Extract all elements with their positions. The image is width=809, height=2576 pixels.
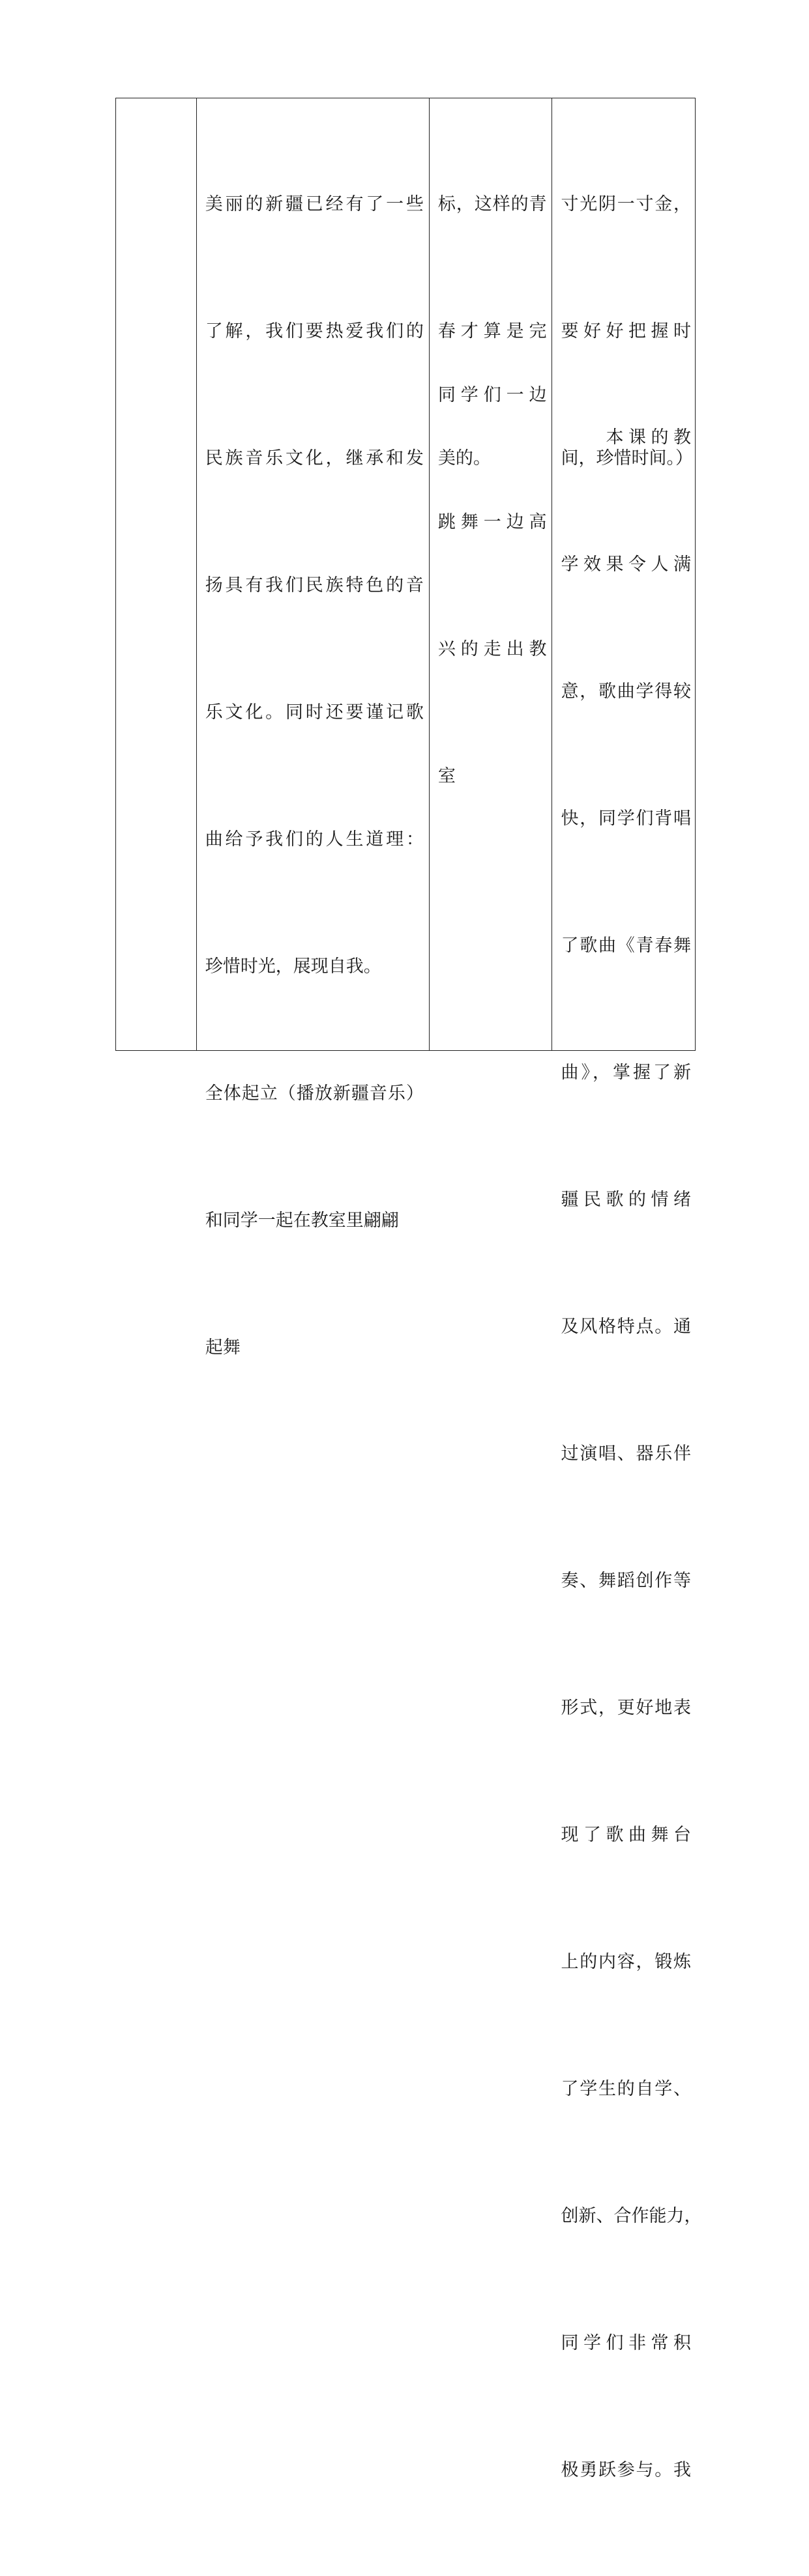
text-line: 及风格特点。通 [561,1317,691,1337]
text-line: 学效果令人满 [561,554,691,575]
text-line: 要好好把握时 [561,321,691,341]
text-line: 跳舞一边高 [437,512,547,532]
text-line: 了学生的自学、 [561,2079,691,2099]
text-line: 了歌曲《青春舞 [561,936,691,956]
text-line: 本课的教 [561,427,691,448]
text-line: 疆民歌的情绪 [561,1190,691,1210]
text-line: 室 [437,766,456,786]
text-line: 珍惜时光，展现自我。 [205,956,381,977]
text-line: 过演唱、器乐伴 [561,1444,691,1464]
text-line: 民族音乐文化，继承和发 [205,448,424,468]
table-column-reflection [552,98,702,2480]
text-line: 快，同学们背唱 [561,809,691,829]
text-line: 起舞 [205,1338,241,1358]
text-line: 意，歌曲学得较 [561,681,691,702]
text-line: 间，珍惜时间。） [561,448,693,468]
text-line: 形式，更好地表 [561,1698,691,1718]
text-line: 曲》，掌握了新 [561,1063,691,1083]
text-line: 同学们非常积 [561,2333,691,2353]
reflection-text-bottom [561,332,702,2576]
text-line: 上的内容，锻炼 [561,1952,691,1972]
student-activity-text-bottom [438,289,547,882]
text-line: 扬具有我们民族特色的音 [205,575,424,595]
text-line: 乐文化。同时还要谨记歌 [205,702,424,723]
text-line: 寸光阴一寸金， [561,194,691,214]
text-line: 创新、合作能力， [561,2206,702,2226]
text-line: 同学们一边 [437,385,547,405]
table-column-1 [116,98,197,1050]
text-line: 曲给予我们的人生道理： [205,829,424,850]
text-line: 全体起立（播放新疆音乐） [205,1083,424,1104]
text-line: 兴的走出教 [437,639,547,659]
text-line: 和同学一起在教室里翩翩 [205,1210,399,1231]
text-line: 美丽的新疆已经有了一些 [205,194,424,214]
text-line: 春才算是完 [437,321,547,341]
text-line: 标，这样的青 [437,194,547,214]
text-line: 美的。 [437,448,491,468]
table-column-student-activity [430,98,553,1050]
text-line: 了解，我们要热爱我们的 [205,321,424,341]
text-line: 极勇跃参与。我 [561,2460,691,2480]
text-line: 现了歌曲舞台 [561,1825,691,1845]
teacher-activity-text [205,98,424,1453]
lesson-plan-table [115,98,702,2480]
text-line: 奏、舞蹈创作等 [561,1571,691,1591]
table-column-teacher-activity [197,98,430,1358]
